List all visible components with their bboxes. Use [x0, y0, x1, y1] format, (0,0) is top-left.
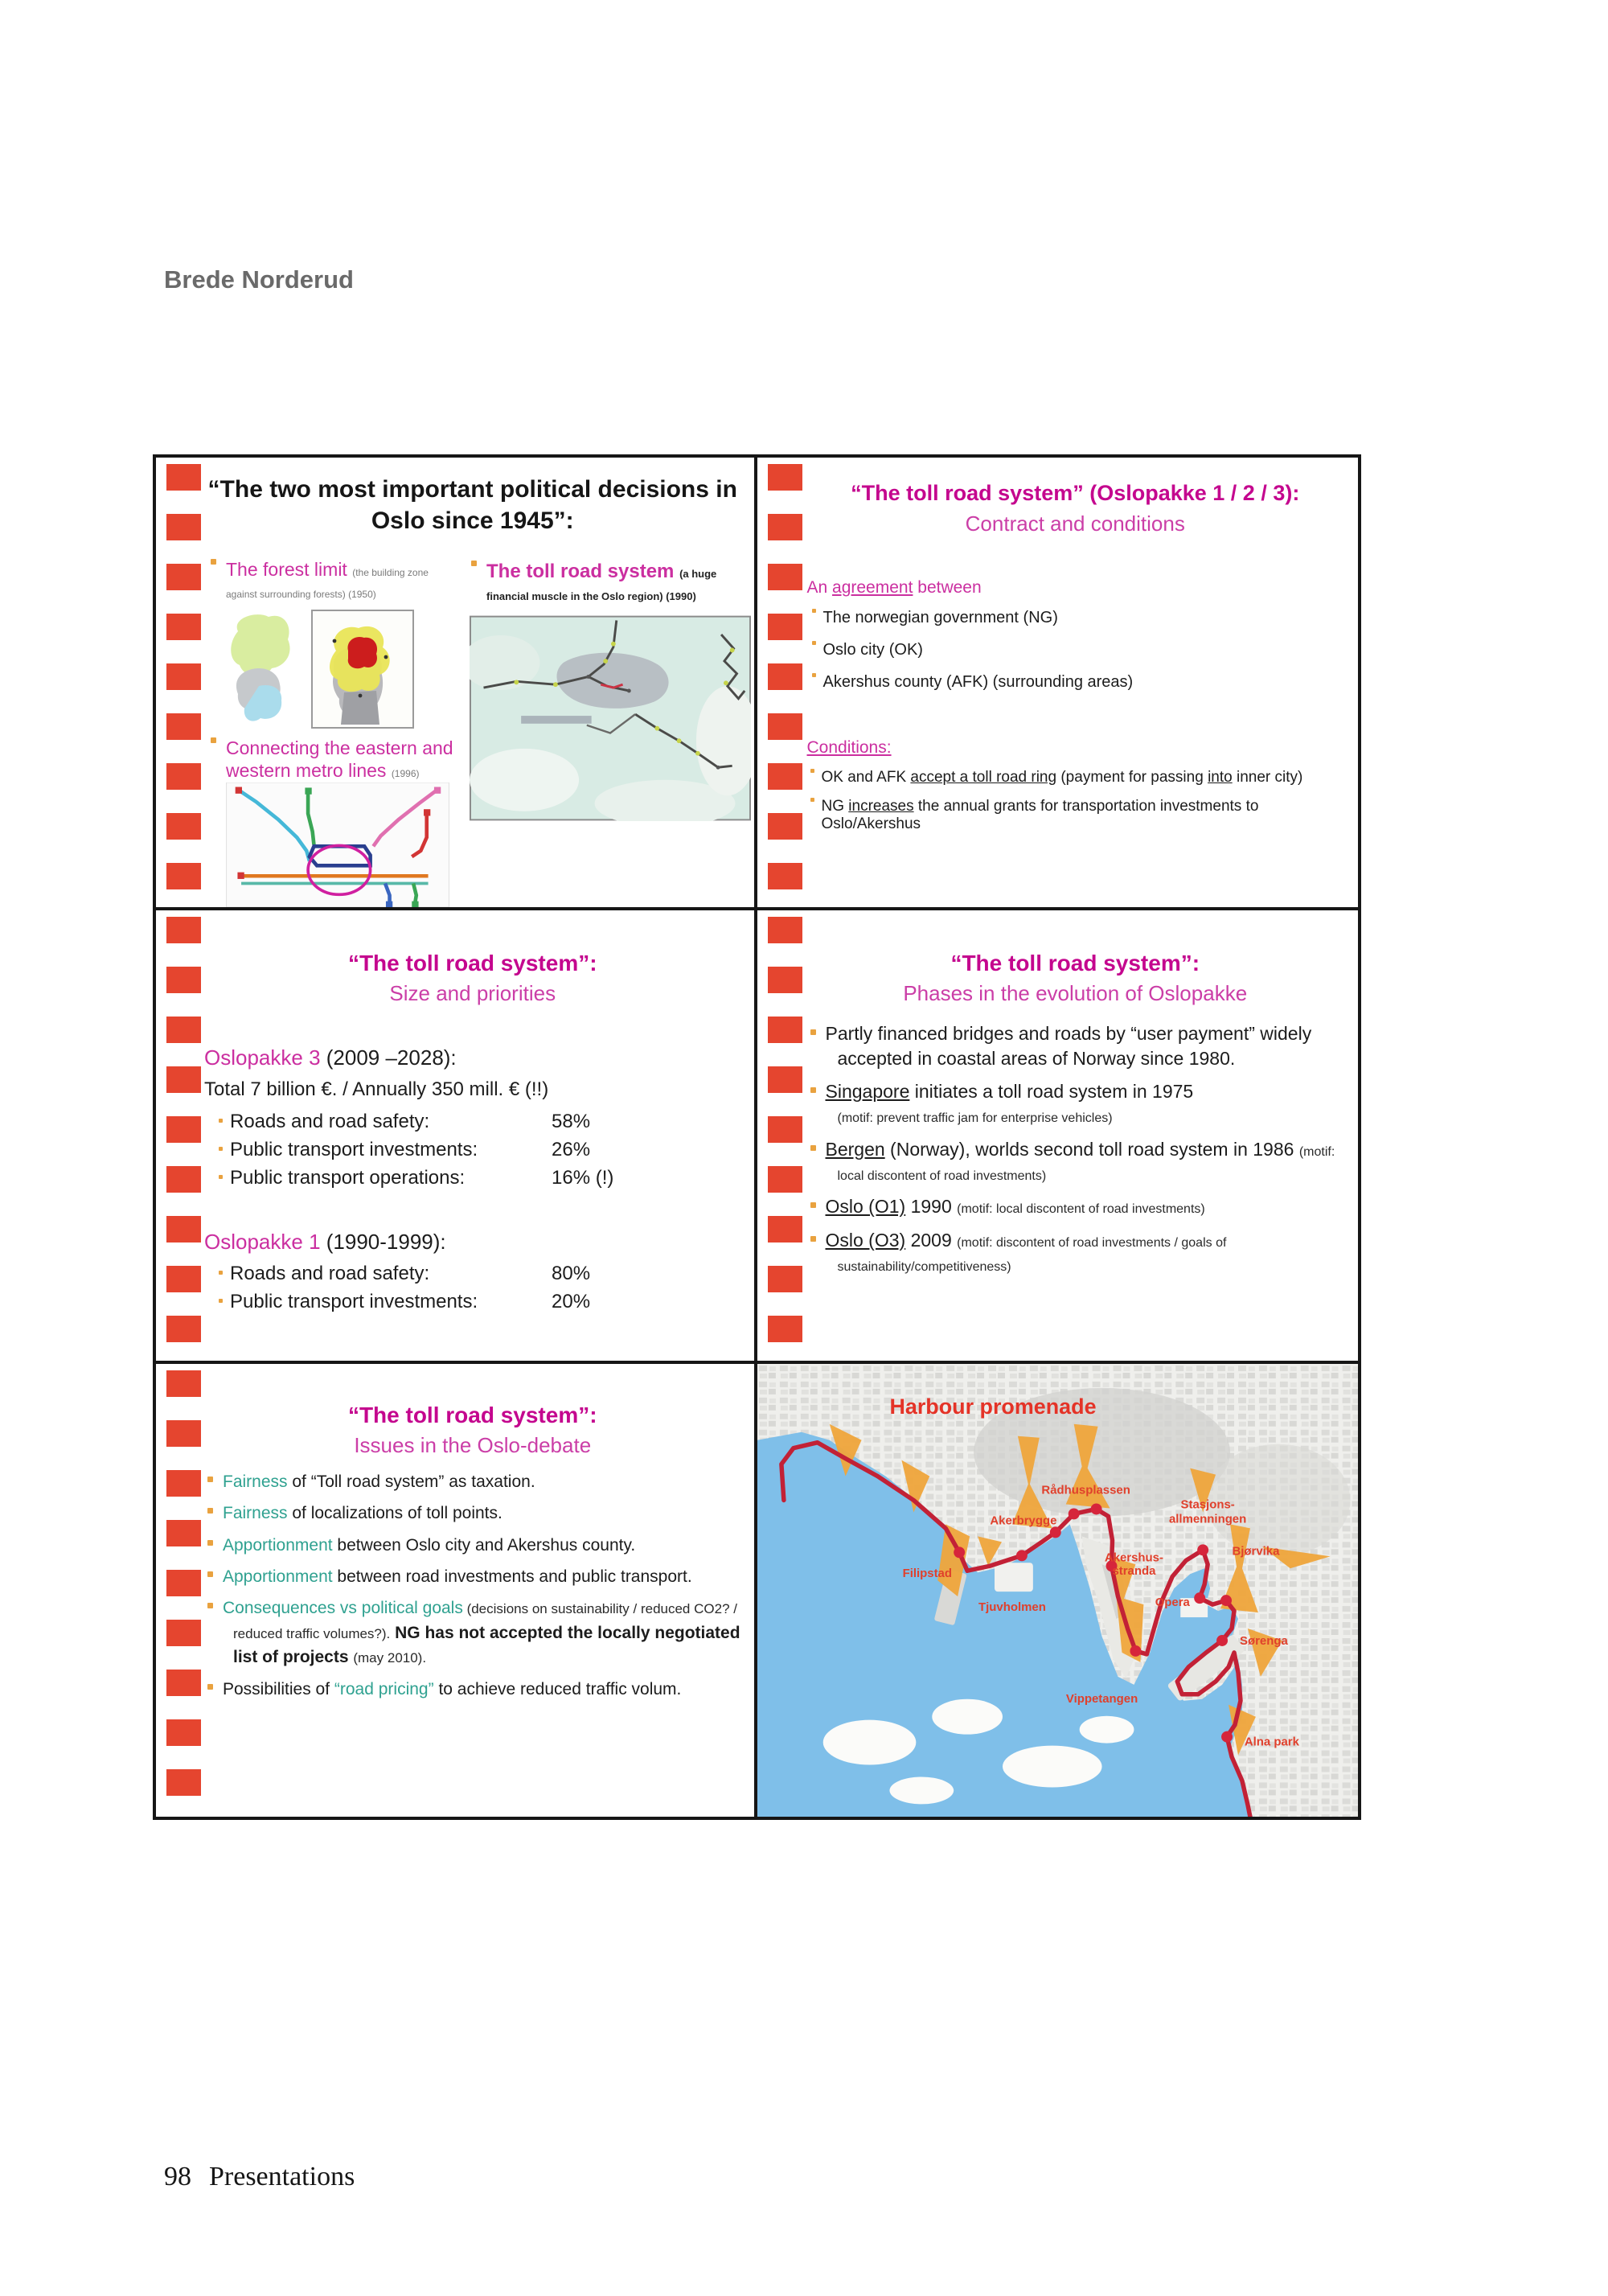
phase-bullet: Oslo (O3) 2009 (motif: discontent of road investments / goals of sustainability/competitiveness) [810, 1228, 1344, 1277]
metro-lines-note: (1996) [391, 767, 420, 779]
slide3-subtitle: Size and priorities [389, 981, 556, 1006]
footer-section-label: Presentations [209, 2162, 355, 2191]
bullet-marker [207, 1684, 213, 1690]
phase-bullet: Oslo (O1) 1990 (motif: local discontent of road investments) [810, 1194, 1344, 1218]
toll-road-map-image [470, 615, 751, 821]
bullet-marker [810, 1029, 816, 1035]
bullet-marker [810, 1202, 816, 1208]
metro-map-image [225, 782, 450, 907]
bullet-marker [211, 559, 216, 565]
forest-limit-map-image [214, 609, 455, 729]
map-label-filipstad: Filipstad [902, 1566, 952, 1580]
bullet-marker [810, 798, 814, 802]
oslopakke1-heading: Oslopakke 1 (1990-1999): [204, 1230, 446, 1255]
bullet-marker [207, 1540, 213, 1546]
harbour-map-image [757, 1364, 1359, 1817]
bullet-marker [211, 737, 216, 743]
slide2-body [807, 578, 1346, 844]
slide4-subtitle: Phases in the evolution of Oslopakke [903, 981, 1248, 1006]
bullet-marker [471, 561, 477, 566]
slide3-title: “The toll road system”: Size and priorities [203, 949, 743, 1007]
map-title-harbour-promenade: Harbour promenade [888, 1394, 1097, 1419]
bullet-marker [812, 641, 816, 645]
slides-grid [153, 454, 1361, 1820]
map-label-akershusstranda-line1: Akershus- [1104, 1550, 1163, 1564]
issue-bullet: Fairness of “Toll road system” as taxation. [207, 1470, 741, 1494]
slide1-title: “The two most important political decisions in Oslo since 1945”: [207, 476, 737, 534]
bullet-marker [207, 1508, 213, 1514]
filmstrip-squares [768, 917, 802, 1355]
filmstrip-squares [768, 464, 802, 902]
map-label-akerbrygge: Akerbrygge [989, 1514, 1056, 1528]
party-item: The norwegian government (NG) [812, 609, 1346, 627]
page-number: 98 [164, 2162, 191, 2191]
bullet-marker [810, 1236, 816, 1242]
map-label-stasjonsallmenningen-line1: Stasjons- [1180, 1497, 1235, 1512]
slide5-body [207, 1470, 741, 1710]
slide3-body [204, 1045, 738, 1319]
slide2-title: “The toll road system” (Oslopakke 1 / 2 / 3): Contract and conditions [804, 480, 1348, 536]
condition-item: OK and AFK accept a toll road ring (payment for passing into inner city) [810, 769, 1346, 787]
bullet-marker [207, 1571, 213, 1577]
issue-bullet: Consequences vs political goals (decisions on sustainability / reduced CO2? / reduced traffic volumes?). NG has not accepted the locally negotiated list of projects (may 2010). [207, 1596, 741, 1670]
slide-harbour-promenade-map [757, 1364, 1359, 1817]
metro-lines-bullet [211, 737, 476, 782]
party-item: Akershus county (AFK) (surrounding areas) [812, 673, 1346, 692]
map-label-akershusstranda-line2: stranda [1111, 1563, 1155, 1578]
filmstrip-squares [166, 1370, 201, 1812]
map-label-bjorvika: Bjørvika [1231, 1543, 1279, 1558]
forest-limit-note: (the building zone against surrounding forests) (1950) [226, 567, 429, 600]
bullet-marker [219, 1271, 223, 1275]
budget-row: Public transport operations: 16% (!) [219, 1167, 738, 1189]
budget-row: Roads and road safety: 80% [219, 1263, 738, 1285]
bullet-marker [207, 1477, 213, 1482]
filmstrip-squares [166, 917, 201, 1355]
slide4-body [810, 1021, 1344, 1285]
map-label-opera: Opera [1155, 1595, 1190, 1609]
bullet-marker [812, 673, 816, 677]
forest-limit-bullet [211, 559, 460, 602]
phase-bullet: Singapore initiates a toll road system in 1975 (motif: prevent traffic jam for enterprise vehicles) [810, 1079, 1344, 1128]
bullet-marker [219, 1175, 223, 1179]
slide-contract-conditions [757, 458, 1359, 910]
issue-bullet: Apportionment between Oslo city and Akershus county. [207, 1534, 741, 1558]
slide5-title: “The toll road system”: Issues in the Oslo-debate [203, 1401, 743, 1459]
map-label-tjuvholmen: Tjuvholmen [978, 1600, 1046, 1614]
issue-bullet: Possibilities of “road pricing” to achieve reduced traffic volum. [207, 1678, 741, 1702]
map-label-radhusplassen: Rådhusplassen [1040, 1483, 1130, 1497]
slide-political-decisions [156, 458, 757, 910]
phase-bullet: Bergen (Norway), worlds second toll road system in 1986 (motif: local discontent of road investments) [810, 1137, 1344, 1186]
issue-bullet: Apportionment between road investments and public transport. [207, 1565, 741, 1589]
page-footer [164, 2162, 355, 2192]
agreement-heading: An agreement between [806, 578, 982, 597]
map-label-sorenga: Sørenga [1239, 1633, 1288, 1648]
bullet-marker [810, 1145, 816, 1151]
slide4-title: “The toll road system”: Phases in the evolution of Oslopakke [804, 949, 1348, 1007]
phase-bullet: Partly financed bridges and roads by “user payment” widely accepted in coastal areas of Norway since 1980. [810, 1021, 1344, 1070]
toll-road-note: (a huge financial muscle in the Oslo region) (1990) [486, 568, 717, 602]
slide-phases-evolution [757, 910, 1359, 1363]
slide-size-priorities [156, 910, 757, 1363]
map-label-stasjonsallmenningen-line2: allmenningen [1168, 1512, 1246, 1526]
budget-row: Public transport investments: 26% [219, 1139, 738, 1161]
toll-road-bullet [471, 561, 749, 605]
page-header-author: Brede Norderud [164, 265, 354, 294]
bullet-marker [812, 609, 816, 613]
party-item: Oslo city (OK) [812, 641, 1346, 659]
bullet-marker [810, 769, 814, 773]
map-label-alna-park: Alna park [1244, 1735, 1299, 1749]
filmstrip-squares [166, 464, 201, 902]
condition-item: NG increases the annual grants for transportation investments to Oslo/Akershus [810, 798, 1346, 833]
oslopakke3-heading: Oslopakke 3 (2009 –2028): [204, 1045, 457, 1070]
metro-lines-label: Connecting the eastern and western metro lines [226, 737, 453, 781]
slide-oslo-debate-issues [156, 1364, 757, 1817]
bullet-marker [207, 1603, 213, 1608]
slide2-subtitle: Contract and conditions [965, 511, 1185, 536]
bullet-marker [810, 1087, 816, 1093]
forest-limit-label: The forest limit [226, 559, 347, 580]
issue-bullet: Fairness of localizations of toll points. [207, 1501, 741, 1526]
budget-row: Roads and road safety: 58% [219, 1111, 738, 1133]
bullet-marker [219, 1147, 223, 1151]
bullet-marker [219, 1299, 223, 1303]
bullet-marker [219, 1119, 223, 1123]
oslopakke3-total: Total 7 billion €. / Annually 350 mill. € (!!) [204, 1078, 549, 1101]
slide5-subtitle: Issues in the Oslo-debate [354, 1432, 592, 1457]
map-label-vippetangen: Vippetangen [1065, 1691, 1138, 1706]
conditions-heading: Conditions: [806, 738, 892, 757]
budget-row: Public transport investments: 20% [219, 1291, 738, 1313]
toll-road-label: The toll road system [486, 561, 675, 582]
